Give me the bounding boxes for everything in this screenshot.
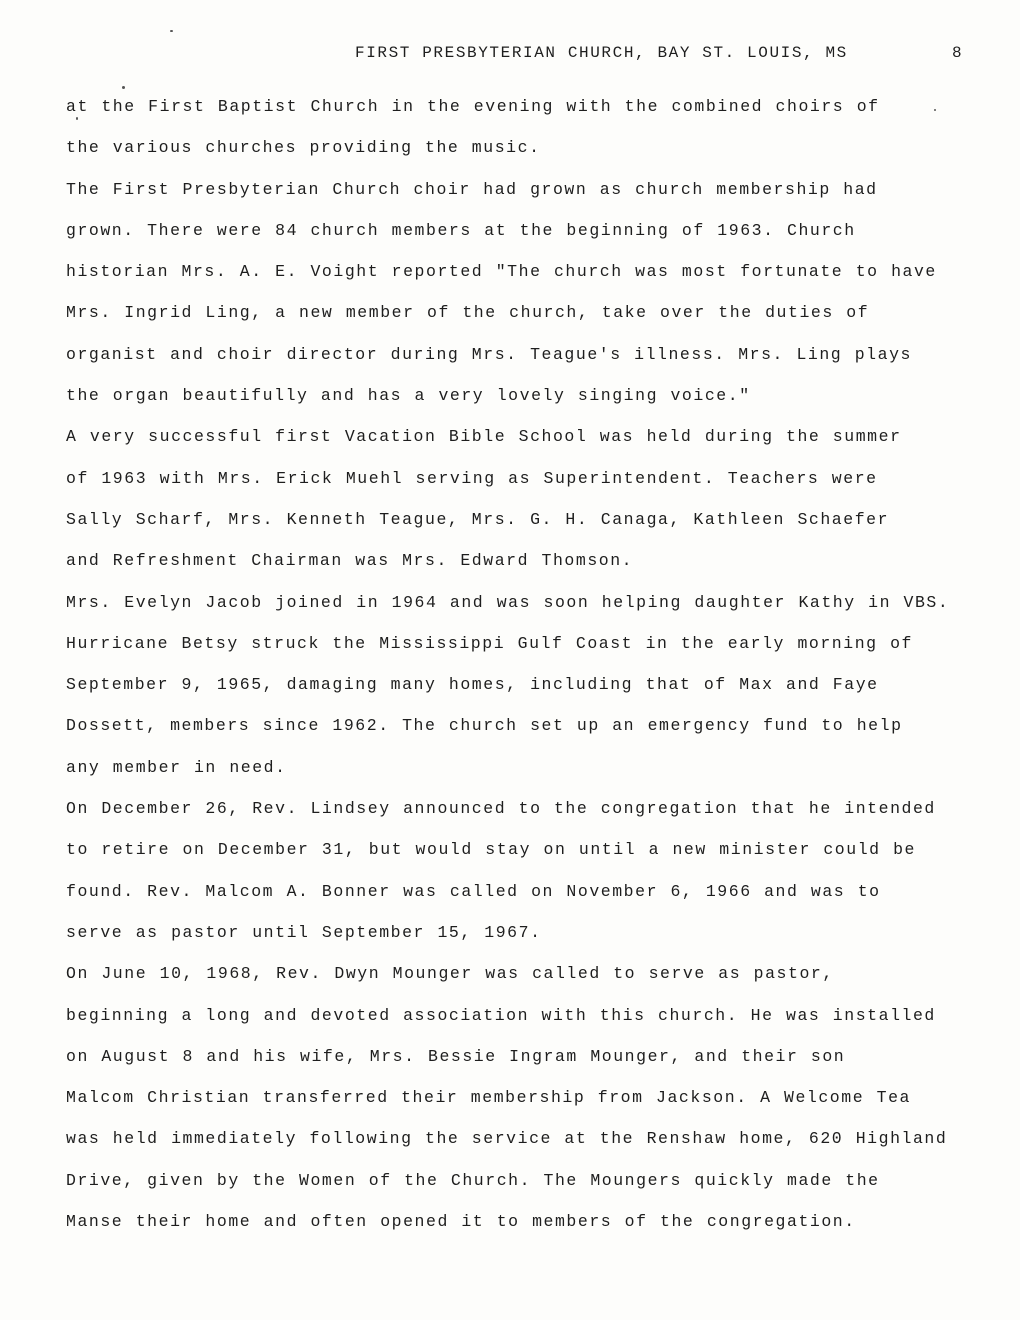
- text-line: historian Mrs. A. E. Voight reported "The church was most fortunate to have: [66, 262, 937, 282]
- text-line: to retire on December 31, but would stay on until a new minister could be: [66, 840, 916, 860]
- text-line: the various churches providing the music.: [66, 138, 541, 158]
- text-line: Malcom Christian transferred their membership from Jackson. A Welcome Tea: [66, 1088, 911, 1108]
- text-line: On December 26, Rev. Lindsey announced to the congregation that he intended: [66, 799, 936, 819]
- text-line: at the First Baptist Church in the evening with the combined choirs of: [66, 97, 880, 116]
- ink-speck: [76, 117, 78, 120]
- text-line: grown. There were 84 church members at the beginning of 1963. Church: [66, 220, 856, 240]
- text-line: was held immediately following the service at the Renshaw home, 620 Highland: [66, 1129, 948, 1149]
- text-line: A very successful first Vacation Bible School was held during the summer: [66, 427, 902, 447]
- body-text: [66, 86, 996, 1242]
- text-line: beginning a long and devoted association with this church. He was installed: [66, 1005, 936, 1025]
- text-line: Sally Scharf, Mrs. Kenneth Teague, Mrs. G. H. Canaga, Kathleen Schaefer: [66, 509, 890, 529]
- text-line: Hurricane Betsy struck the Mississippi Gulf Coast in the early morning of: [66, 633, 913, 653]
- ink-speck: [934, 109, 936, 111]
- text-line: organist and choir director during Mrs. Teague's illness. Mrs. Ling plays: [66, 344, 912, 364]
- ink-speck: [170, 30, 173, 32]
- text-line: Drive, given by the Women of the Church. The Moungers quickly made the: [66, 1170, 880, 1190]
- page-number: 8: [952, 44, 962, 62]
- text-line: and Refreshment Chairman was Mrs. Edward Thomson.: [66, 551, 634, 571]
- text-line: serve as pastor until September 15, 1967.: [66, 922, 542, 942]
- text-line: of 1963 with Mrs. Erick Muehl serving as Superintendent. Teachers were: [66, 468, 878, 488]
- text-line: any member in need.: [66, 757, 287, 777]
- text-line: found. Rev. Malcom A. Bonner was called on November 6, 1966 and was to: [66, 881, 881, 901]
- page-header-title: FIRST PRESBYTERIAN CHURCH, BAY ST. LOUIS, MS: [355, 44, 848, 62]
- text-line: the organ beautifully and has a very lovely singing voice.": [66, 386, 751, 406]
- ink-speck: [122, 86, 125, 89]
- text-line: September 9, 1965, damaging many homes, including that of Max and Faye: [66, 675, 879, 695]
- text-line: On June 10, 1968, Rev. Dwyn Mounger was called to serve as pastor,: [66, 964, 834, 984]
- text-line: Mrs. Evelyn Jacob joined in 1964 and was soon helping daughter Kathy in VBS.: [66, 592, 950, 612]
- text-line: Manse their home and often opened it to members of the congregation.: [66, 1212, 856, 1232]
- text-line: on August 8 and his wife, Mrs. Bessie Ingram Mounger, and their son: [66, 1046, 846, 1066]
- text-line: Dossett, members since 1962. The church set up an emergency fund to help: [66, 716, 903, 736]
- text-line: Mrs. Ingrid Ling, a new member of the church, take over the duties of: [66, 303, 870, 323]
- text-line: The First Presbyterian Church choir had grown as church membership had: [66, 179, 878, 199]
